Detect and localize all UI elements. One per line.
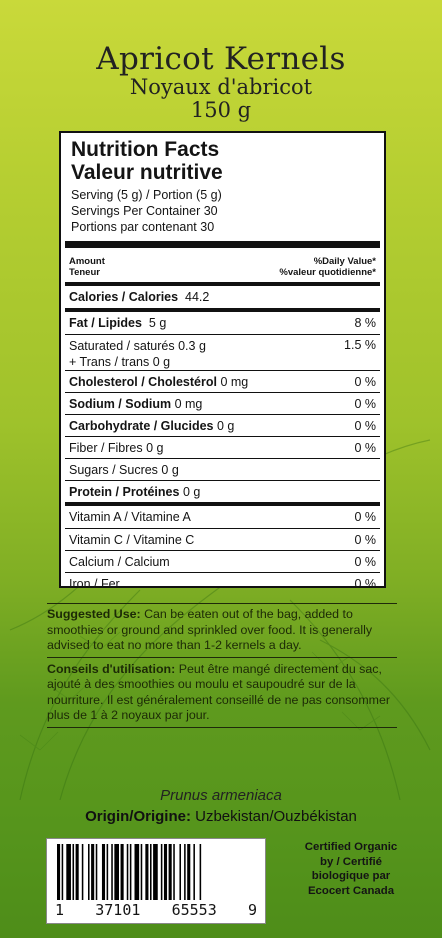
barcode-bar xyxy=(153,844,158,900)
protein-value: 0 g xyxy=(182,484,201,499)
conseils-utilisation xyxy=(47,662,397,724)
amount-header xyxy=(65,248,380,282)
calories-row xyxy=(65,286,380,308)
iron-row xyxy=(65,572,380,594)
cholesterol-row xyxy=(65,370,380,392)
barcode-bar xyxy=(76,844,79,900)
protein-label: Protein / Protéines xyxy=(69,484,180,499)
saturated-label: Saturated / saturés 0.3 g xyxy=(69,339,206,353)
nutrition-heading-en: Nutrition Facts xyxy=(71,138,220,161)
barcode-bar xyxy=(145,844,148,900)
barcode-bar xyxy=(193,844,195,900)
barcode-digit-group: 37101 xyxy=(95,901,141,919)
nutrition-heading-fr: Valeur nutritive xyxy=(71,161,223,184)
fat-value: 5 g xyxy=(148,316,167,330)
sodium-row xyxy=(65,392,380,414)
barcode xyxy=(46,838,266,924)
saturated-percent: 1.5 % xyxy=(344,338,376,352)
sodium-percent: 0 % xyxy=(354,396,376,411)
cert-line: Certified Organic xyxy=(304,841,398,853)
barcode-bar xyxy=(141,844,143,900)
serving-size: Serving (5 g) / Portion (5 g) xyxy=(71,188,222,202)
barcode-digit-group: 9 xyxy=(247,901,257,919)
sodium-label: Sodium / Sodium xyxy=(69,396,172,411)
barcode-bar xyxy=(184,844,186,900)
suggested-use xyxy=(47,607,397,654)
suggested-use-text: Can be eaten out of the bag, added to smoothies or ground and sprinkled over food. It is generally advised to eat no more than 1-2 kernels a day. xyxy=(47,607,373,652)
product-name-french: Noyaux d'abricot xyxy=(129,75,313,99)
divider-thick xyxy=(65,241,380,248)
nutrition-facts-panel xyxy=(59,131,386,591)
divider-line xyxy=(47,603,397,604)
barcode-bars xyxy=(55,844,259,902)
daily-value-label: %Daily Value* xyxy=(313,256,376,267)
barcode-bar xyxy=(173,844,175,900)
iron-percent: 0 % xyxy=(354,576,376,591)
barcode-bar xyxy=(169,844,172,900)
barcode-bar xyxy=(135,844,140,900)
saturated-trans-row xyxy=(65,334,380,370)
iron-label: Iron / Fer xyxy=(69,576,120,591)
cert-line: biologique par xyxy=(311,870,391,882)
barcode-bar xyxy=(82,844,84,900)
barcode-bar xyxy=(111,844,113,900)
usage-section xyxy=(47,600,397,731)
cholesterol-percent: 0 % xyxy=(354,374,376,389)
barcode-digits xyxy=(47,901,265,919)
carbohydrate-percent: 0 % xyxy=(354,418,376,433)
origin-value: Uzbekistan/Ouzbékistan xyxy=(195,808,357,825)
calories-value: 44.2 xyxy=(185,290,210,304)
barcode-bar xyxy=(121,844,124,900)
vitamin-c-row xyxy=(65,528,380,550)
cholesterol-label: Cholesterol / Cholestérol xyxy=(69,374,217,389)
fat-label: Fat / Lipides xyxy=(69,316,142,330)
amount-label: Amount xyxy=(69,256,105,267)
vitamin-a-label: Vitamin A / Vitamine A xyxy=(69,510,191,524)
cholesterol-value: 0 mg xyxy=(220,374,249,389)
certification-text xyxy=(276,840,426,898)
calcium-row xyxy=(65,550,380,572)
latin-name: Prunus armeniaca xyxy=(160,787,282,804)
conseils-text: Peut être mangé directement du sac, ajouté à des smoothies ou moulu et saupoudré sur de la nourriture. Il est généralement conseillé de ne pas consommer plus de 1 à 2 noyaux par jour. xyxy=(47,661,390,722)
fiber-label: Fiber / Fibres 0 g xyxy=(69,440,164,455)
divider-line xyxy=(47,727,397,728)
barcode-bar xyxy=(102,844,105,900)
product-title-block xyxy=(0,42,442,122)
fat-row xyxy=(65,312,380,334)
barcode-bar xyxy=(62,844,64,900)
barcode-bar xyxy=(107,844,109,900)
conseils-heading: Conseils d'utilisation: xyxy=(47,661,176,676)
barcode-bar xyxy=(161,844,163,900)
vitamin-c-label: Vitamin C / Vitamine C xyxy=(69,532,195,547)
barcode-bar xyxy=(66,844,71,900)
sodium-value: 0 mg xyxy=(174,396,203,411)
barcode-bar xyxy=(200,844,202,900)
vitamin-a-percent: 0 % xyxy=(354,510,376,524)
barcode-bar xyxy=(96,844,98,900)
sugars-row xyxy=(65,458,380,480)
sugars-label: Sugars / Sucres 0 g xyxy=(69,462,179,477)
barcode-bar xyxy=(91,844,94,900)
barcode-digit-group: 1 xyxy=(55,901,65,919)
daily-value-label-fr: %valeur quotidienne* xyxy=(279,267,376,278)
calcium-percent: 0 % xyxy=(354,554,376,569)
barcode-bar xyxy=(88,844,90,900)
protein-row xyxy=(65,480,380,502)
calcium-label: Calcium / Calcium xyxy=(69,554,170,569)
net-weight: 150 g xyxy=(190,98,252,122)
portions-par-contenant: Portions par contenant 30 xyxy=(71,220,215,234)
barcode-bar xyxy=(114,844,119,900)
carbohydrate-value: 0 g xyxy=(216,418,235,433)
barcode-bar xyxy=(57,844,60,900)
suggested-use-heading: Suggested Use: xyxy=(47,607,141,621)
product-name-english: Apricot Kernels xyxy=(96,41,346,77)
barcode-bar xyxy=(187,844,190,900)
barcode-bar xyxy=(130,844,132,900)
vitamin-a-row xyxy=(65,506,380,528)
servings-per-container: Servings Per Container 30 xyxy=(71,204,218,218)
barcode-bar xyxy=(164,844,167,900)
fiber-percent: 0 % xyxy=(354,440,376,455)
cert-line: Ecocert Canada xyxy=(307,884,395,897)
barcode-bar xyxy=(150,844,152,900)
divider-line xyxy=(47,657,397,658)
fiber-row xyxy=(65,436,380,458)
carbohydrate-row xyxy=(65,414,380,436)
teneur-label: Teneur xyxy=(69,267,100,278)
barcode-bar xyxy=(73,844,75,900)
barcode-bar xyxy=(127,844,129,900)
origin-line xyxy=(0,808,442,825)
trans-label: + Trans / trans 0 g xyxy=(69,355,171,369)
fat-percent: 8 % xyxy=(354,316,376,330)
vitamin-c-percent: 0 % xyxy=(354,532,376,547)
origin-label: Origin/Origine: xyxy=(85,808,191,825)
barcode-digit-group: 65553 xyxy=(171,901,217,919)
calories-label: Calories / Calories xyxy=(69,290,179,304)
cert-line: by / Certifié xyxy=(319,855,383,868)
carbohydrate-label: Carbohydrate / Glucides xyxy=(69,418,214,433)
barcode-bar xyxy=(179,844,181,900)
